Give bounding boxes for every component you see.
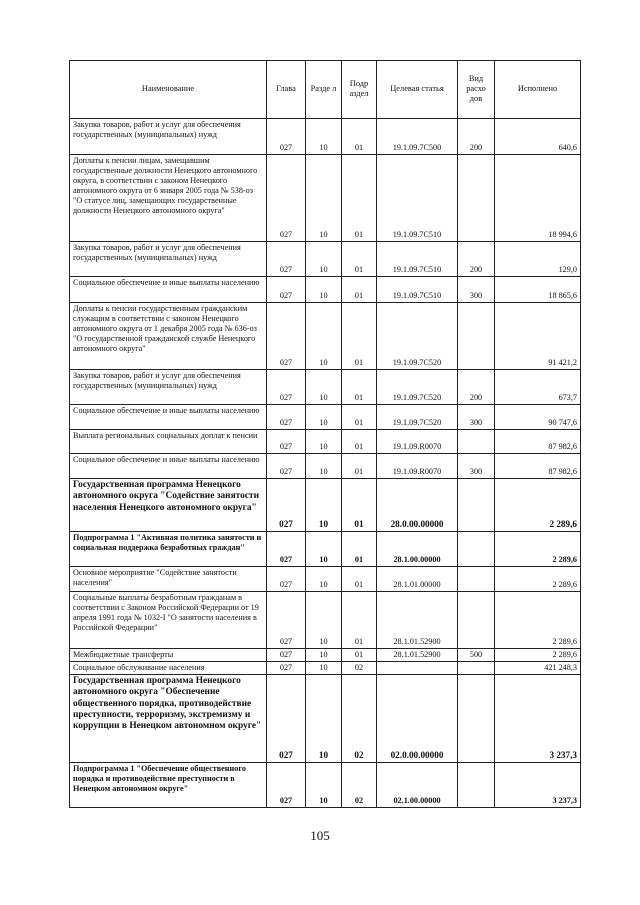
- row-podrazdel: 01: [342, 242, 377, 277]
- row-razdel: 10: [306, 242, 342, 277]
- row-glava: 027: [267, 479, 306, 532]
- row-type: [458, 662, 495, 675]
- row-target: [377, 662, 458, 675]
- row-target: 19.1.09.7С510: [377, 277, 458, 303]
- row-podrazdel: 01: [342, 370, 377, 405]
- row-glava: 027: [267, 277, 306, 303]
- row-target: 28.1.01.00000: [377, 567, 458, 592]
- table-row: [70, 303, 581, 370]
- table-row-subprogram: [70, 532, 581, 567]
- row-glava: 027: [267, 430, 306, 454]
- row-target: 19.1.09.R0070: [377, 454, 458, 479]
- row-name: Государственная программа Ненецкого автономного округа "Содействие занятости населения Ненецкого автономного округа": [70, 479, 267, 532]
- row-type: [458, 532, 495, 567]
- row-glava: 027: [267, 303, 306, 370]
- table-row: [70, 454, 581, 479]
- row-type: 300: [458, 454, 495, 479]
- table-row-program: [70, 675, 581, 763]
- row-podrazdel: 01: [342, 532, 377, 567]
- row-podrazdel: 02: [342, 662, 377, 675]
- row-razdel: 10: [306, 763, 342, 808]
- row-type: [458, 479, 495, 532]
- page-number: 105: [310, 828, 330, 843]
- row-amount: 129,0: [495, 242, 581, 277]
- row-podrazdel: 01: [342, 155, 377, 242]
- row-glava: 027: [267, 675, 306, 763]
- row-podrazdel: 02: [342, 763, 377, 808]
- row-glava: 027: [267, 763, 306, 808]
- table-row: [70, 119, 581, 155]
- row-glava: 027: [267, 592, 306, 649]
- row-amount: 18 865,6: [495, 277, 581, 303]
- row-target: 19.1.09.7С510: [377, 155, 458, 242]
- row-name: Социальное обеспечение и иные выплаты населению: [70, 405, 267, 430]
- row-amount: 3 237,3: [495, 763, 581, 808]
- row-target: 19.1.09.R0070: [377, 430, 458, 454]
- row-razdel: 10: [306, 277, 342, 303]
- row-amount: 640,6: [495, 119, 581, 155]
- row-target: 28.1.00.00000: [377, 532, 458, 567]
- header-razdel: Разде л: [306, 61, 342, 119]
- row-amount: 3 237,3: [495, 675, 581, 763]
- table-row: [70, 155, 581, 242]
- row-name: Государственная программа Ненецкого автономного округа "Обеспечение общественного порядка, противодействие преступности, терроризму, экстремизму и коррупции в Ненецком автономном округе": [70, 675, 267, 763]
- row-amount: 2 289,6: [495, 592, 581, 649]
- table-row: [70, 649, 581, 662]
- row-target: 19.1.09.7С510: [377, 242, 458, 277]
- table-row-subprogram: [70, 763, 581, 808]
- row-amount: 87 982,6: [495, 454, 581, 479]
- row-type: [458, 567, 495, 592]
- row-razdel: 10: [306, 454, 342, 479]
- row-name: Социальное обеспечение и иные выплаты населению: [70, 277, 267, 303]
- row-name: Социальные выплаты безработным гражданам в соответствии с Законом Российской Федерации от 19 апреля 1991 года № 1032-I "О занятости населения в Российской Федерации": [70, 592, 267, 649]
- row-amount: 421 248,3: [495, 662, 581, 675]
- row-type: 200: [458, 370, 495, 405]
- header-podrazdel: Подр аздел: [342, 61, 377, 119]
- table-row-program: [70, 479, 581, 532]
- row-razdel: 10: [306, 405, 342, 430]
- row-target: 28.1.01.52900: [377, 649, 458, 662]
- table-row: [70, 430, 581, 454]
- row-podrazdel: 01: [342, 454, 377, 479]
- row-name: Закупка товаров, работ и услуг для обеспечения государственных (муниципальных) нужд: [70, 242, 267, 277]
- header-expense-type: Вид расхо дов: [458, 61, 495, 119]
- row-glava: 027: [267, 662, 306, 675]
- row-razdel: 10: [306, 675, 342, 763]
- header-glava: Глава: [267, 61, 306, 119]
- budget-table: [69, 60, 581, 808]
- table-row: [70, 592, 581, 649]
- row-podrazdel: 01: [342, 119, 377, 155]
- row-name: Межбюджетные трансферты: [70, 649, 267, 662]
- header-executed: Исполнено: [495, 61, 581, 119]
- row-type: 500: [458, 649, 495, 662]
- row-type: 200: [458, 119, 495, 155]
- row-amount: 90 747,6: [495, 405, 581, 430]
- row-amount: 18 994,6: [495, 155, 581, 242]
- row-amount: 2 289,6: [495, 649, 581, 662]
- row-type: [458, 763, 495, 808]
- row-podrazdel: 01: [342, 567, 377, 592]
- row-type: 300: [458, 405, 495, 430]
- row-podrazdel: 01: [342, 649, 377, 662]
- row-type: [458, 155, 495, 242]
- row-glava: 027: [267, 454, 306, 479]
- row-target: 02.0.00.00000: [377, 675, 458, 763]
- row-glava: 027: [267, 155, 306, 242]
- row-glava: 027: [267, 567, 306, 592]
- row-target: 28.0.00.00000: [377, 479, 458, 532]
- row-type: 300: [458, 277, 495, 303]
- row-name: Закупка товаров, работ и услуг для обеспечения государственных (муниципальных) нужд: [70, 370, 267, 405]
- row-amount: 91 421,2: [495, 303, 581, 370]
- row-razdel: 10: [306, 430, 342, 454]
- row-name: Подпрограмма 1 "Активная политика занятости и социальная поддержка безработных граждан": [70, 532, 267, 567]
- row-razdel: 10: [306, 370, 342, 405]
- row-target: 02.1.00.00000: [377, 763, 458, 808]
- row-name: Закупка товаров, работ и услуг для обеспечения государственных (муниципальных) нужд: [70, 119, 267, 155]
- table-row: [70, 405, 581, 430]
- row-type: [458, 303, 495, 370]
- row-name: Основное мероприятие "Содействие занятости населения": [70, 567, 267, 592]
- row-glava: 027: [267, 405, 306, 430]
- row-glava: 027: [267, 370, 306, 405]
- row-target: 19.1.09.7С520: [377, 405, 458, 430]
- row-razdel: 10: [306, 303, 342, 370]
- row-podrazdel: 01: [342, 405, 377, 430]
- table-row: [70, 662, 581, 675]
- row-podrazdel: 02: [342, 675, 377, 763]
- row-name: Подпрограмма 1 "Обеспечение общественного порядка и противодействие преступности в Ненецком автономном округе": [70, 763, 267, 808]
- row-amount: 673,7: [495, 370, 581, 405]
- row-glava: 027: [267, 242, 306, 277]
- row-amount: 2 289,6: [495, 479, 581, 532]
- row-razdel: 10: [306, 532, 342, 567]
- row-podrazdel: 01: [342, 479, 377, 532]
- row-razdel: 10: [306, 567, 342, 592]
- row-razdel: 10: [306, 649, 342, 662]
- row-type: 200: [458, 242, 495, 277]
- header-name: Наименование: [70, 61, 267, 119]
- row-razdel: 10: [306, 662, 342, 675]
- row-target: 19.1.09.7С520: [377, 303, 458, 370]
- table-row: [70, 242, 581, 277]
- row-target: 28.1.01.52900: [377, 592, 458, 649]
- row-name: Доплаты к пенсии лицам, замещавшим государственные должности Ненецкого автономного округа, в соответствии с законом Ненецкого автономного округа от 6 января 2005 года № 538-оз "О статусе лиц, замещающих государственные должности Ненецкого автономного округа": [70, 155, 267, 242]
- row-podrazdel: 01: [342, 592, 377, 649]
- row-amount: 2 289,6: [495, 567, 581, 592]
- row-razdel: 10: [306, 479, 342, 532]
- row-glava: 027: [267, 649, 306, 662]
- header-target: Целевая статья: [377, 61, 458, 119]
- row-type: [458, 430, 495, 454]
- row-name: Доплаты к пенсии государственным гражданским служащим в соответствии с законом Ненецкого автономного округа от 1 декабря 2005 года № 636-оз "О государственной гражданской службе Ненецкого автономного округа": [70, 303, 267, 370]
- row-name: Выплата региональных социальных доплат к пенсии: [70, 430, 267, 454]
- row-razdel: 10: [306, 155, 342, 242]
- table-header-row: [70, 61, 581, 119]
- row-podrazdel: 01: [342, 303, 377, 370]
- table-row: [70, 567, 581, 592]
- table-row: [70, 277, 581, 303]
- row-type: [458, 675, 495, 763]
- row-target: 19.1.09.7С500: [377, 119, 458, 155]
- row-amount: 87 982,6: [495, 430, 581, 454]
- row-podrazdel: 01: [342, 277, 377, 303]
- row-name: Социальное обеспечение и иные выплаты населению: [70, 454, 267, 479]
- table-row: [70, 370, 581, 405]
- row-razdel: 10: [306, 592, 342, 649]
- row-type: [458, 592, 495, 649]
- row-target: 19.1.09.7С520: [377, 370, 458, 405]
- row-razdel: 10: [306, 119, 342, 155]
- row-podrazdel: 01: [342, 430, 377, 454]
- row-amount: 2 289,6: [495, 532, 581, 567]
- row-glava: 027: [267, 532, 306, 567]
- row-name: Социальное обслуживание населения: [70, 662, 267, 675]
- row-glava: 027: [267, 119, 306, 155]
